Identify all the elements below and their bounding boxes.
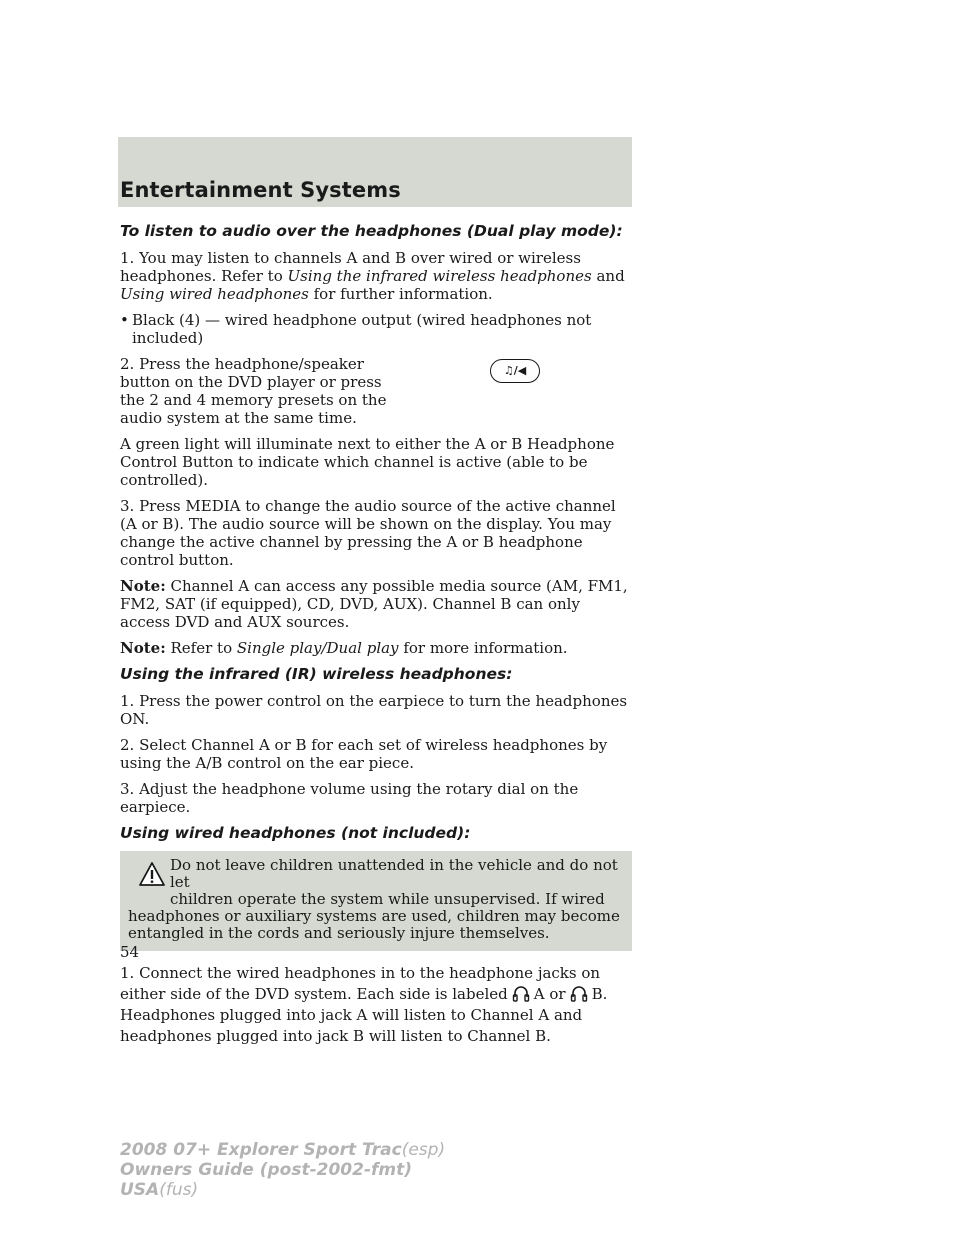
step-1-paragraph: 1. You may listen to channels A and B over wired or wireless headphones. Refer to Using the infrared wireless headphones and Using wired headphones for further information.: [120, 249, 625, 303]
document-footer: [120, 1140, 445, 1200]
warning-triangle-icon: [138, 861, 166, 887]
warning-first-line: Do not leave children unattended in the vehicle and do not let: [170, 856, 618, 891]
ref-infrared-headphones: Using the infrared wireless headphones: [287, 267, 592, 285]
step-2-block: [120, 355, 632, 427]
dual-play-heading: To listen to audio over the headphones (Dual play mode):: [120, 222, 623, 240]
ref-single-dual-play: Single play/Dual play: [236, 639, 399, 657]
ir-step-3: 3. Adjust the headphone volume using the rotary dial on the earpiece.: [120, 780, 579, 816]
step-2-text: 2. Press the headphone/speaker button on the DVD player or press the 2 and 4 memory presets on the audio system at the same time.: [120, 355, 387, 427]
warning-box: [120, 851, 632, 951]
footer-line-3: USA(fus): [120, 1180, 199, 1200]
ref-wired-headphones: Using wired headphones: [120, 285, 309, 303]
bullet-text: Black (4) — wired headphone output (wired headphones not included): [132, 311, 592, 347]
warning-second-line: children operate the system while unsupervised. If wired: [170, 890, 605, 908]
ir-step-2: 2. Select Channel A or B for each set of wireless headphones by using the A/B control on the ear piece.: [120, 736, 608, 772]
note-2: Note: Refer to Single play/Dual play for more information.: [120, 639, 568, 657]
wired-headphones-heading: Using wired headphones (not included):: [120, 824, 471, 842]
bullet-item: [120, 311, 632, 347]
section-title: Entertainment Systems: [120, 178, 401, 202]
page-content: [120, 222, 632, 1055]
warning-text-rest: headphones or auxiliary systems are used, children may become entangled in the cords and seriously injure themselves.: [128, 907, 620, 942]
bullet-dot: •: [120, 311, 129, 329]
headphone-icon: [511, 984, 531, 1004]
headphone-speaker-button-icon: ♫/◀: [490, 359, 540, 383]
step-3-paragraph: 3. Press MEDIA to change the audio source of the active channel (A or B). The audio source will be shown on the display. You may change the active channel by pressing the A or B headphone control button.: [120, 497, 616, 569]
note-1: Note: Channel A can access any possible media source (AM, FM1, FM2, SAT (if equipped), CD, DVD, AUX). Channel B can only access DVD and AUX sources.: [120, 577, 628, 631]
ir-step-1: 1. Press the power control on the earpiece to turn the headphones ON.: [120, 692, 628, 728]
page-number: 54: [120, 943, 140, 961]
footer-line-2: Owners Guide (post-2002-fmt): [120, 1160, 413, 1180]
headphone-icon: [569, 984, 589, 1004]
footer-line-1: 2008 07+ Explorer Sport Trac(esp): [120, 1140, 446, 1160]
wired-step-1: 1. Connect the wired headphones in to the headphone jacks on either side of the DVD system. Each side is labeled A or B. Headphones plugged into jack A will listen to Channel A and headphones plugged into jack B will listen to Channel B.: [120, 964, 608, 1045]
green-light-paragraph: A green light will illuminate next to either the A or B Headphone Control Button to indicate which channel is active (able to be controlled).: [120, 435, 615, 489]
ir-headphones-heading: Using the infrared (IR) wireless headphones:: [120, 665, 513, 683]
